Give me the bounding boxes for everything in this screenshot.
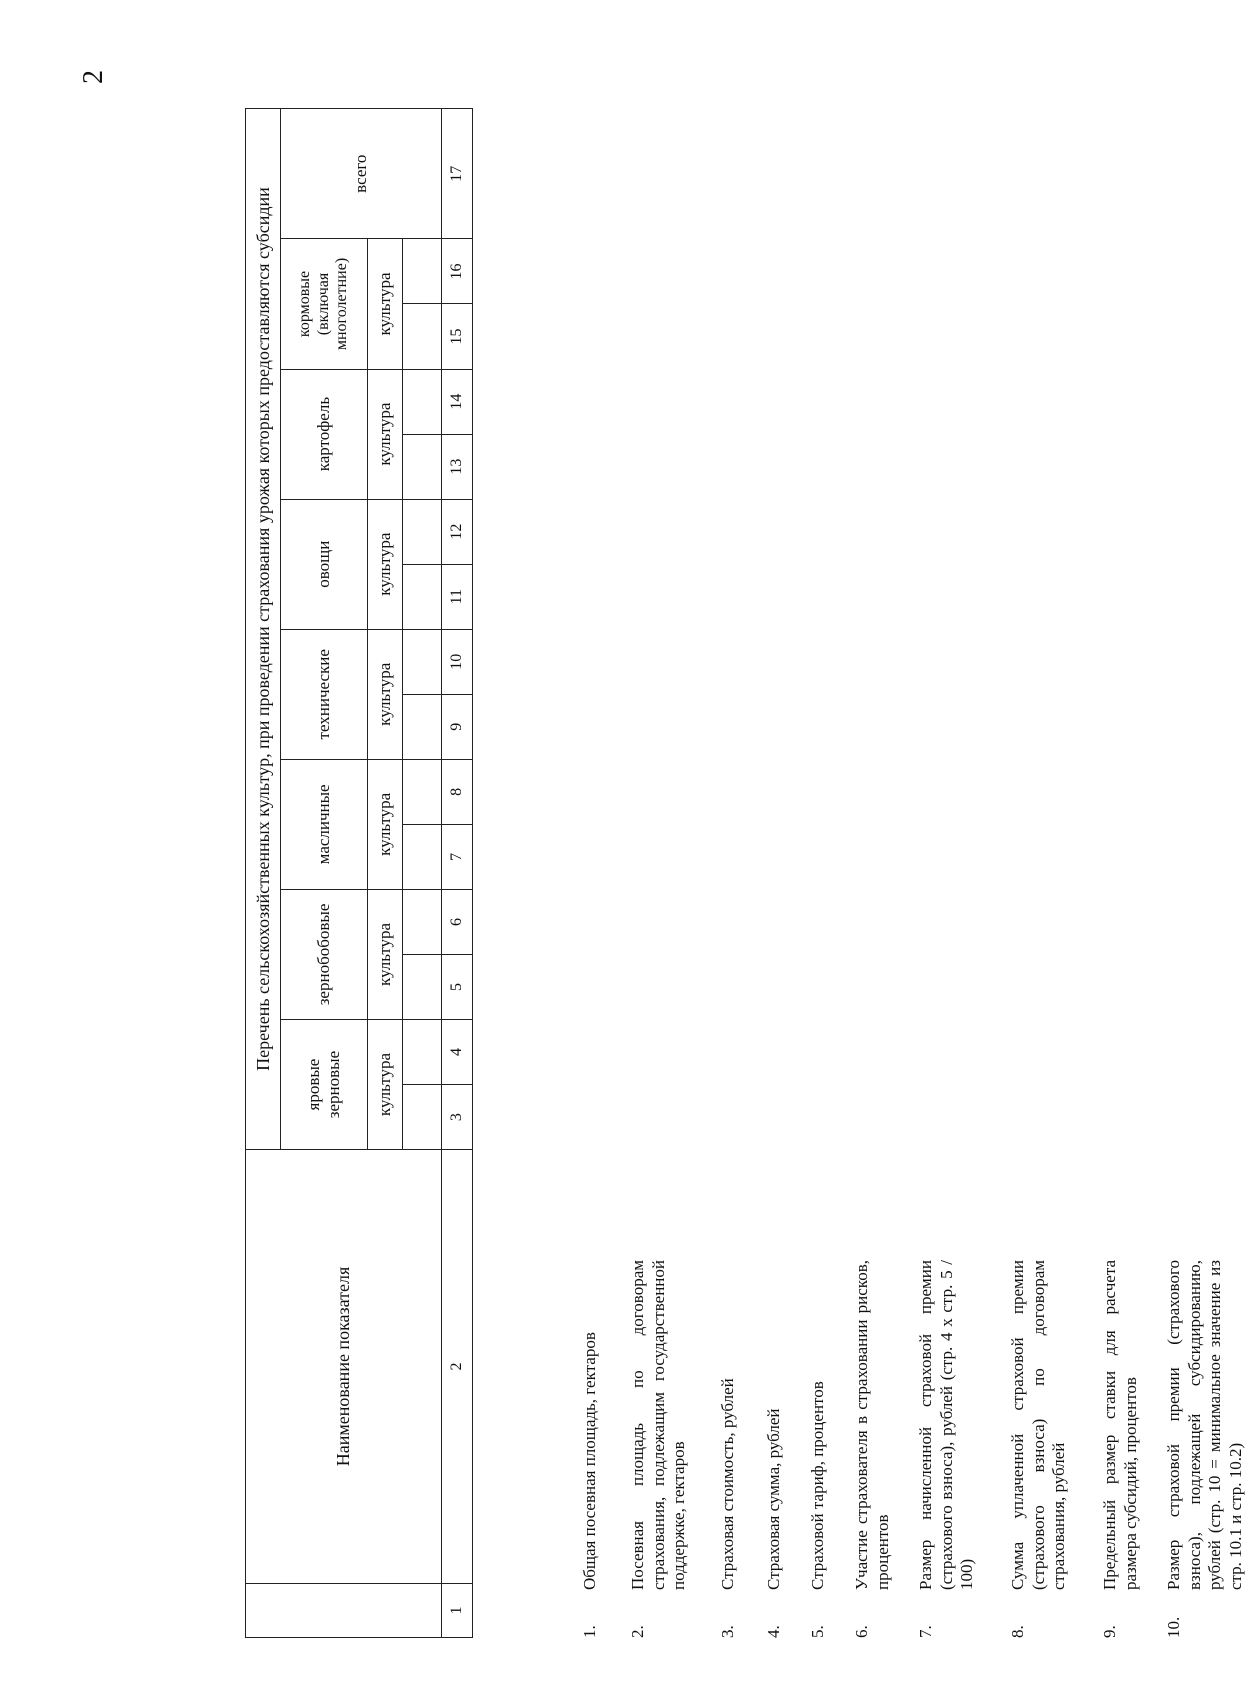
blank-cell: [403, 369, 442, 434]
subheader-culture: культура: [368, 629, 403, 759]
indicator-number: 5.: [808, 1625, 827, 1638]
group-vegetables: овощи: [281, 499, 368, 629]
indicator-number: 2.: [628, 1625, 647, 1638]
indicator-number: 9.: [1100, 1625, 1119, 1638]
blank-cell: [403, 759, 442, 824]
subheader-culture: культура: [368, 1020, 403, 1150]
column-number: 8: [442, 759, 473, 824]
indicator-number: 1.: [580, 1625, 599, 1638]
header-culture-list: Перечень сельскохозяйственных культур, при проведении страхования урожая которых предоставляются субсидии: [246, 109, 281, 1150]
column-number: 12: [442, 499, 473, 564]
indicator-text: Страховая стоимость, рублей: [718, 1378, 737, 1590]
indicator-text: Страховой тариф, процентов: [808, 1381, 827, 1590]
blank-cell: [403, 824, 442, 889]
column-number: 7: [442, 824, 473, 889]
blank-cell: [403, 1085, 442, 1150]
indicator-text: Общая посевная площадь, гектаров: [580, 1332, 599, 1590]
group-fodder: кормовые (включая многолетние): [281, 239, 368, 369]
group-legumes: зернобобовые: [281, 889, 368, 1019]
blank-cell: [403, 499, 442, 564]
indicator-number: 6.: [852, 1625, 871, 1638]
column-number: 16: [442, 239, 473, 304]
column-number: 17: [442, 109, 473, 239]
blank-cell: [403, 954, 442, 1019]
indicator-number: 4.: [764, 1625, 783, 1638]
indicator-number: 7.: [916, 1625, 935, 1638]
column-number: 10: [442, 629, 473, 694]
page-number: 2: [78, 70, 109, 84]
blank-cell: [403, 564, 442, 629]
blank-cell: [403, 239, 442, 304]
column-number: 13: [442, 434, 473, 499]
header-indicator-name: Наименование показателя: [246, 1150, 442, 1584]
column-number: 14: [442, 369, 473, 434]
column-number: 15: [442, 304, 473, 369]
indicator-number: 8.: [1008, 1625, 1027, 1638]
column-number-row: [442, 109, 473, 1638]
indicator-text: Предельный размер ставки для расчета размера субсидий, процентов: [1100, 1260, 1140, 1590]
indicator-text: Размер начисленной страховой премии (страхового взноса), рублей (стр. 4 х стр. 5 / 100): [916, 1260, 977, 1590]
column-number: 6: [442, 889, 473, 954]
indicator-text: Страховая сумма, рублей: [764, 1408, 783, 1590]
column-number: 1: [442, 1583, 473, 1637]
group-potato: картофель: [281, 369, 368, 499]
subheader-culture: культура: [368, 889, 403, 1019]
column-number: 5: [442, 954, 473, 1019]
blank-cell: [403, 629, 442, 694]
blank-cell: [403, 304, 442, 369]
header-col-1: [246, 1583, 442, 1637]
indicator-text: Участие страхователя в страховании рисков, процентов: [852, 1260, 892, 1590]
group-spring-grain: яровые зерновые: [281, 1020, 368, 1150]
subheader-culture: культура: [368, 499, 403, 629]
group-technical: технические: [281, 629, 368, 759]
rotated-document-page: [50, 50, 1246, 1646]
blank-cell: [403, 434, 442, 499]
column-number: 4: [442, 1020, 473, 1085]
subheader-culture: культура: [368, 369, 403, 499]
blank-cell: [403, 889, 442, 954]
column-number: 2: [442, 1150, 473, 1584]
indicator-text: Посевная площадь по договорам страхования, подлежащим государственной поддержке, гектаров: [628, 1260, 689, 1590]
group-oilseeds: масличные: [281, 759, 368, 889]
column-number: 11: [442, 564, 473, 629]
blank-cell: [403, 1020, 442, 1085]
blank-cell: [403, 694, 442, 759]
subsidy-table: [245, 108, 473, 1638]
group-total: всего: [281, 109, 442, 239]
subheader-culture: культура: [368, 759, 403, 889]
indicator-text: Размер страховой премии (страхового взноса), подлежащей субсидированию, рублей (стр. 10 = минимальное значение из стр. 10.1 и стр. 10.2): [1164, 1260, 1246, 1590]
column-number: 3: [442, 1085, 473, 1150]
indicator-number: 10.: [1164, 1616, 1183, 1638]
indicator-number: 3.: [718, 1625, 737, 1638]
column-number: 9: [442, 694, 473, 759]
indicator-text: Сумма уплаченной страховой премии (страхового взноса) по договорам страхования, рублей: [1008, 1260, 1069, 1590]
subheader-culture: культура: [368, 239, 403, 369]
